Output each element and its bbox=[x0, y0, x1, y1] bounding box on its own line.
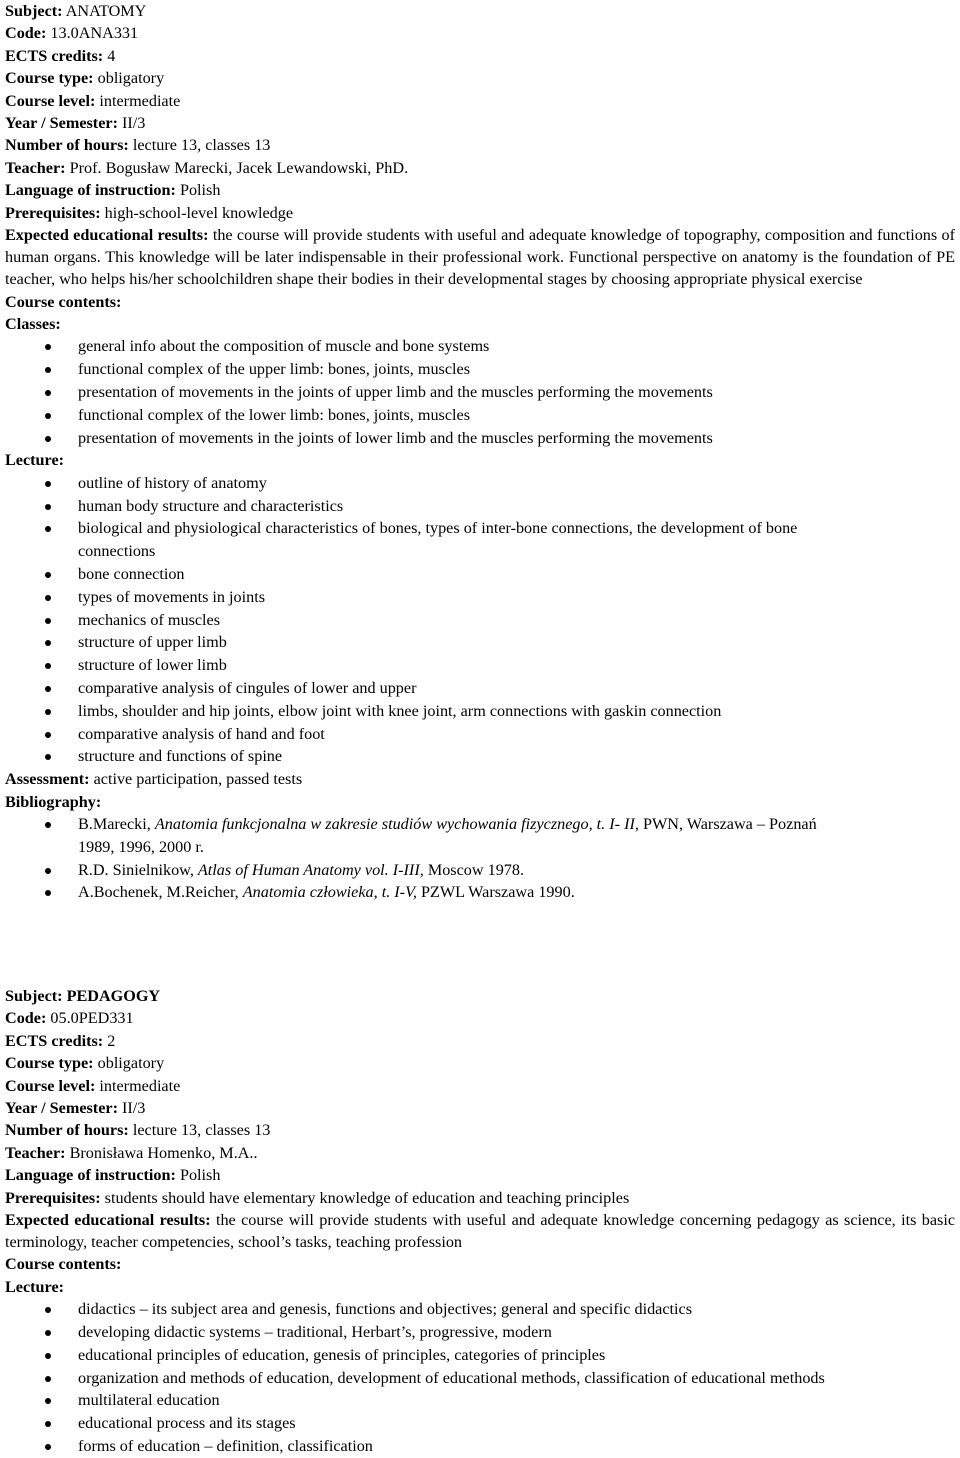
course-contents-heading: Course contents: bbox=[5, 1255, 122, 1274]
list-item: biological and physiological characteristics of bones, types of inter-bone connections, the development of bone connections bbox=[5, 517, 955, 563]
course-level-field: Course level: intermediate bbox=[5, 1076, 181, 1095]
list-item: bone connection bbox=[5, 563, 955, 586]
list-item: mechanics of muscles bbox=[5, 609, 955, 632]
classes-list bbox=[5, 335, 955, 449]
year-semester-field: Year / Semester: II/3 bbox=[5, 114, 146, 133]
course-level-field: Course level: intermediate bbox=[5, 91, 181, 110]
lecture-list bbox=[5, 472, 955, 768]
list-item: organization and methods of education, development of educational methods, classification of educational methods bbox=[5, 1367, 955, 1390]
list-item: presentation of movements in the joints of lower limb and the muscles performing the movements bbox=[5, 427, 955, 450]
teacher-field: Teacher: Prof. Bogusław Marecki, Jacek Lewandowski, PhD. bbox=[5, 158, 409, 177]
lecture-heading: Lecture: bbox=[5, 1277, 65, 1296]
list-item: human body structure and characteristics bbox=[5, 495, 955, 518]
prerequisites-field: Prerequisites: students should have elementary knowledge of education and teaching principles bbox=[5, 1188, 630, 1207]
list-item: presentation of movements in the joints of upper limb and the muscles performing the movements bbox=[5, 381, 955, 404]
assessment-field: Assessment: active participation, passed tests bbox=[5, 770, 303, 789]
bibliography-item: A.Bochenek, M.Reicher, Anatomia człowieka, t. I-V, PZWL Warszawa 1990. bbox=[5, 881, 955, 904]
list-item: comparative analysis of cingules of lower and upper bbox=[5, 677, 955, 700]
code-field: Code: 13.0ANA331 bbox=[5, 24, 139, 43]
pedagogy-course-section bbox=[5, 985, 955, 1458]
list-item: structure and functions of spine bbox=[5, 745, 955, 768]
list-item: functional complex of the upper limb: bones, joints, muscles bbox=[5, 358, 955, 381]
course-contents-heading: Course contents: bbox=[5, 292, 122, 311]
code-field: Code: 05.0PED331 bbox=[5, 1009, 134, 1028]
list-item: functional complex of the lower limb: bones, joints, muscles bbox=[5, 404, 955, 427]
lecture-list bbox=[5, 1298, 955, 1458]
anatomy-course-section bbox=[5, 0, 955, 904]
list-item: educational process and its stages bbox=[5, 1412, 955, 1435]
hours-field: Number of hours: lecture 13, classes 13 bbox=[5, 136, 271, 155]
course-type-field: Course type: obligatory bbox=[5, 69, 165, 88]
language-field: Language of instruction: Polish bbox=[5, 1166, 221, 1185]
bibliography-list bbox=[5, 813, 955, 904]
course-type-field: Course type: obligatory bbox=[5, 1054, 165, 1073]
language-field: Language of instruction: Polish bbox=[5, 181, 221, 200]
list-item: multilateral education bbox=[5, 1389, 955, 1412]
list-item: educational principles of education, genesis of principles, categories of principles bbox=[5, 1344, 955, 1367]
teacher-field: Teacher: Bronisława Homenko, M.A.. bbox=[5, 1143, 258, 1162]
subject-field: Subject: PEDAGOGY bbox=[5, 987, 161, 1005]
expected-results-paragraph: Expected educational results: the course will provide students with useful and adequate knowledge concerning pedagogy as science, its basic terminology, teacher competencies, school’s tasks, teaching profession bbox=[5, 1211, 956, 1252]
list-item: structure of upper limb bbox=[5, 631, 955, 654]
list-item: types of movements in joints bbox=[5, 586, 955, 609]
lecture-heading: Lecture: bbox=[5, 451, 65, 470]
hours-field: Number of hours: lecture 13, classes 13 bbox=[5, 1121, 271, 1140]
list-item: structure of lower limb bbox=[5, 654, 955, 677]
list-item-continuation: connections bbox=[78, 542, 156, 561]
ects-field: ECTS credits: 2 bbox=[5, 1031, 116, 1050]
prerequisites-field: Prerequisites: high-school-level knowledge bbox=[5, 203, 294, 222]
list-item: comparative analysis of hand and foot bbox=[5, 723, 955, 746]
list-item: developing didactic systems – traditional, Herbart’s, progressive, modern bbox=[5, 1321, 955, 1344]
year-semester-field: Year / Semester: II/3 bbox=[5, 1099, 146, 1118]
expected-results-paragraph: Expected educational results: the course will provide students with useful and adequate knowledge of topography, composition and functions of human organs. This knowledge will be later indispensable in their professional work. Functional perspective on anatomy is the foundation of PE teacher, who helps his/her schoolchildren shape their bodies in their developmental stages by choosing appropriate physical exercise bbox=[5, 226, 955, 289]
list-item: outline of history of anatomy bbox=[5, 472, 955, 495]
bibliography-item: B.Marecki, Anatomia funkcjonalna w zakresie studiów wychowania fizycznego, t. I- II, PWN, Warszawa – Poznań 1989, 1996, 2000 r. bbox=[5, 813, 955, 859]
ects-field: ECTS credits: 4 bbox=[5, 46, 116, 65]
bibliography-item: R.D. Sinielnikow, Atlas of Human Anatomy vol. I-III, Moscow 1978. bbox=[5, 859, 955, 882]
list-item: general info about the composition of muscle and bone systems bbox=[5, 335, 955, 358]
classes-heading: Classes: bbox=[5, 315, 61, 334]
bibliography-heading: Bibliography: bbox=[5, 792, 102, 811]
list-item: limbs, shoulder and hip joints, elbow joint with knee joint, arm connections with gaskin connection bbox=[5, 700, 955, 723]
subject-field: Subject: ANATOMY bbox=[5, 2, 147, 20]
list-item: didactics – its subject area and genesis, functions and objectives; general and specific didactics bbox=[5, 1298, 955, 1321]
list-item: forms of education – definition, classification bbox=[5, 1435, 955, 1458]
